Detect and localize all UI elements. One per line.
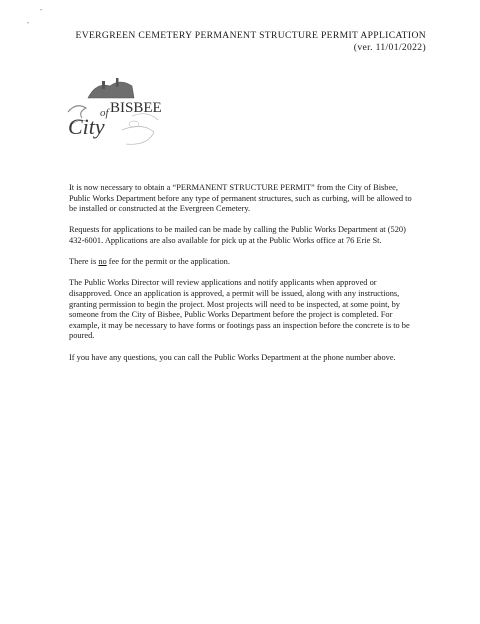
- fee-text-before: There is: [69, 257, 99, 267]
- document-body: [69, 183, 414, 374]
- scan-speck: •: [40, 8, 43, 14]
- paragraph-permit-requirement: It is now necessary to obtain a “PERMANENT STRUCTURE PERMIT” from the City of Bisbee, Public Works Department before any type of permanent structures, such as curbing, will be allowed to be installed or constructed at the Evergreen Cemetery.: [69, 183, 412, 214]
- paragraph-questions: If you have any questions, you can call the Public Works Department at the phone number above.: [69, 352, 396, 362]
- paragraph-fee: [69, 257, 414, 268]
- document-header: [46, 30, 426, 54]
- city-of-bisbee-logo: [62, 72, 172, 150]
- logo-emblem-icon: [62, 72, 172, 150]
- fee-text-after: fee for the permit or the application.: [106, 257, 230, 267]
- document-version: (ver. 11/01/2022): [353, 42, 426, 53]
- paragraph-review: The Public Works Director will review applications and notify applicants when approved or disapproved. Once an application is approved, a permit will be issued, along with any instructions, granting permission to begin the project. Most projects will need to be inspected, at some point, by someone from the City of Bisbee, Public Works Department before the project is completed. For example, it may be necessary to have forms or footings pass an inspection before the concrete is to be poured.: [69, 278, 410, 341]
- scan-speck: •: [27, 21, 30, 27]
- logo-word-of: of: [100, 107, 109, 119]
- logo-word-city: City: [68, 114, 105, 139]
- fee-text-underlined: no: [98, 257, 107, 267]
- paragraph-requests: Requests for applications to be mailed can be made by calling the Public Works Department at (520) 432-6001. Applications are also available for pick up at the Public Works office at 76 Erie St.: [69, 225, 406, 245]
- document-title: EVERGREEN CEMETERY PERMANENT STRUCTURE PERMIT APPLICATION: [75, 30, 426, 41]
- logo-word-bisbee: BISBEE: [110, 100, 162, 116]
